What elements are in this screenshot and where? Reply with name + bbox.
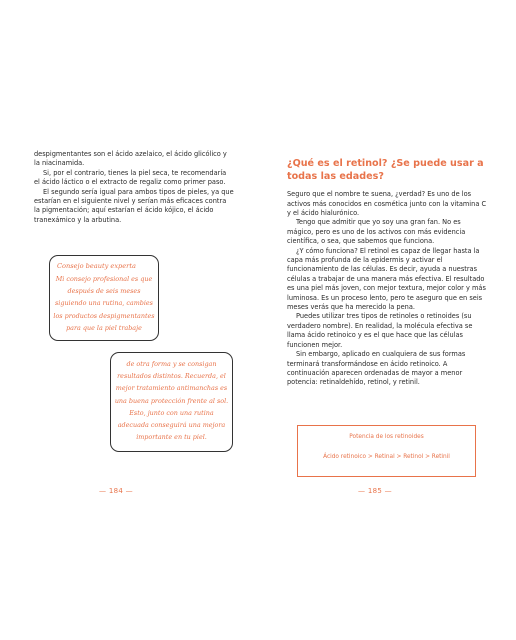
tip-callout-part2 bbox=[110, 352, 233, 452]
page-number: — 185 — bbox=[358, 487, 392, 495]
body-paragraph: Si, por el contrario, tienes la piel seca, te recomendaría el ácido láctico o el extracto de regaliz como primer paso. bbox=[34, 168, 227, 187]
body-paragraph: El segundo sería igual para ambos tipos de pieles, ya que estarían en el siguiente nivel y serían más eficaces contra la pigmentación; aquí estarían el ácido kójico, el ácido tranexámico y la arbutina. bbox=[34, 187, 234, 224]
page-number: — 184 — bbox=[99, 487, 133, 495]
tip-title: Consejo beauty experta bbox=[57, 262, 136, 270]
left-page bbox=[34, 150, 234, 225]
section-heading: ¿Qué es el retinol? ¿Se puede usar a todas las edades? bbox=[287, 158, 484, 182]
body-paragraph: despigmentantes son el ácido azelaico, el ácido glicólico y la niacinamida. bbox=[34, 150, 227, 168]
body-paragraph: Seguro que el nombre te suena, ¿verdad? Es uno de los activos más conocidos en cosmética junto con la vitamina C y el ácido hialurónico. bbox=[287, 190, 487, 217]
body-paragraph: Tengo que admitir que yo soy una gran fan. No es mágico, pero es uno de los activos con más evidencia científica, o sea, que sabemos que funciona. bbox=[287, 218, 466, 246]
box-title: Potencia de los retinoides bbox=[349, 434, 424, 440]
tip-callout-part1 bbox=[49, 255, 159, 341]
right-page bbox=[287, 150, 487, 388]
tip-text: Mi consejo profesional es que después de seis meses siguiendo una rutina, cambies los productos despigmentantes para que la piel trabaje bbox=[53, 275, 155, 332]
body-paragraph: ¿Y cómo funciona? El retinol es capaz de llegar hasta la capa más profunda de la epidermis y activar el funcionamiento de las células. Es decir, ayuda a nuestras células a trabajar de una manera más efectiva. El resultado es una piel más joven, con mejor textura, mejor color y más luminosa. Es un proceso lento, pero te aseguro que en seis meses verás que ha merecido la pena. bbox=[287, 246, 486, 312]
body-paragraph: Sin embargo, aplicado en cualquiera de sus formas terminará transformándose en ácido retinoico. A continuación aparecen ordenadas de mayor a menor potencia: retinaldehído, retinol, y retinil. bbox=[287, 350, 466, 387]
body-paragraph: Puedes utilizar tres tipos de retinoles o retinoides (su verdadero nombre). En realidad, la molécula efectiva se llama ácido retinoico y es el que hace que las células funcionen mejor. bbox=[287, 312, 473, 349]
retinoid-potency-box bbox=[297, 425, 476, 477]
tip-text: de otra forma y se consigan resultados distintos. Recuerda, el mejor tratamiento antimanchas es una buena protección frente al sol. Esto, junto con una rutina adecuada conseguirá una mejora importante en tu piel. bbox=[114, 360, 229, 442]
potency-chain: Ácido retinoico > Retinal > Retinol > Retinil bbox=[323, 454, 450, 460]
